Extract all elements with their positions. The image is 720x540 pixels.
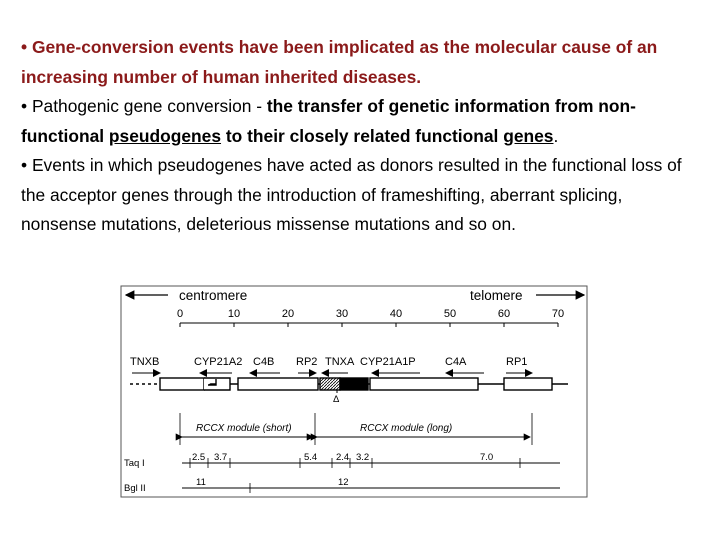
figure-border (121, 286, 587, 497)
scale-tick-label: 0 (176, 308, 184, 320)
slide-text (21, 33, 701, 240)
gene-label-c4b: C4B (253, 356, 275, 368)
gene-box-c4a (370, 378, 478, 390)
gene-label-tnxb: TNXB (130, 356, 160, 368)
gene-label-rp1: RP1 (506, 356, 528, 368)
bullet-3 (21, 151, 701, 240)
bgl-label: Bgl II (124, 483, 146, 494)
scale-tick-label: 50 (443, 308, 457, 320)
gene-label-tnxa: TNXA (325, 356, 355, 368)
bullet-2-tail: . (553, 125, 559, 146)
delta-symbol: Δ (333, 394, 340, 405)
gene-box-tnxa (320, 378, 340, 390)
scale-tick-label: 20 (281, 308, 295, 320)
taq-fragment: 2.4 (336, 452, 350, 463)
bullet-2 (21, 92, 701, 151)
bullet-2-pseudogenes: pseudogenes (108, 125, 222, 146)
centromere-label: centromere (179, 288, 248, 303)
bullet-1-marker: • (21, 37, 28, 57)
gene-label-rp2: RP2 (296, 356, 318, 368)
bullet-2-bold-1: the transfer of genetic information from non-functional (21, 96, 636, 146)
taq-fragment: 7.0 (480, 452, 494, 463)
taq-fragment: 3.7 (214, 452, 228, 463)
scale-tick-label: 10 (227, 308, 241, 320)
bullet-2-marker: • (21, 96, 28, 116)
bullet-2-bold-2: to their closely related functional (221, 125, 504, 146)
gene-box-rp1 (504, 378, 552, 390)
bullet-3-text: Events in which pseudogenes have acted as donors resulted in the functional loss of the acceptor genes through the introduction of frameshifting, aberrant splicing, nonsense mutations, deleterious missense mutations and so on. (21, 155, 682, 234)
bgl-fragment: 12 (338, 477, 349, 488)
gene-box-cyp21a1p (340, 378, 368, 390)
scale-tick-label: 60 (497, 308, 511, 320)
taq-fragment: 2.5 (192, 452, 206, 463)
bullet-3-marker: • (21, 155, 28, 175)
rccx-figure (120, 285, 590, 500)
bgl-fragment: 11 (196, 477, 206, 488)
bullet-2-lead: Pathogenic gene conversion - (31, 96, 267, 116)
rccx-diagram (120, 285, 590, 500)
kb-scale (177, 308, 564, 327)
gene-box-c4b (238, 378, 318, 390)
scale-tick-label: 40 (389, 308, 403, 320)
gene-label-cyp21a2: CYP21A2 (194, 356, 243, 368)
gene-label-cyp21a1p: CYP21A1P (360, 356, 416, 368)
taq-label: Taq I (124, 458, 145, 469)
module-short-label: RCCX module (short) (196, 423, 292, 434)
taq-fragment: 5.4 (304, 452, 318, 463)
scale-tick-label: 70 (551, 308, 565, 320)
gene-box-tnxb (160, 378, 204, 390)
module-long-label: RCCX module (long) (360, 423, 453, 434)
gene-label-c4a: C4A (445, 356, 467, 368)
bullet-1-text: Gene-conversion events have been implicated as the molecular cause of an increasing number of human inherited diseases. (21, 37, 658, 87)
telomere-label: telomere (470, 288, 523, 303)
bullet-2-genes: genes (503, 125, 554, 146)
scale-tick-label: 30 (335, 308, 349, 320)
bullet-1 (21, 33, 701, 92)
taq-fragment: 3.2 (356, 452, 370, 463)
gene-box-cyp21a2 (204, 378, 230, 390)
